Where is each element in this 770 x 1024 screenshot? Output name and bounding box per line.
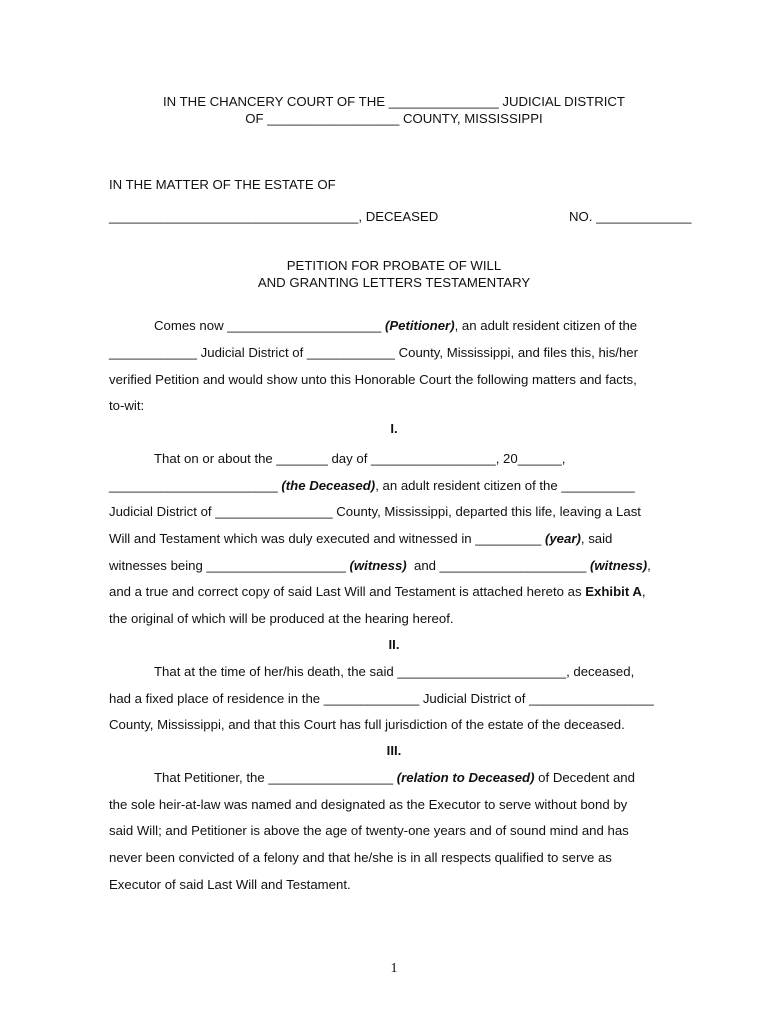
section1-line-4 [109,531,612,546]
section-numeral-2: II. [388,637,400,652]
section3-line-3: said Will; and Petitioner is above the age of twenty-one years and of sound mind and has [109,823,629,838]
section3-line-1 [154,770,635,785]
petitioner-label: (Petitioner) [384,318,455,333]
intro-text: , an adult resident citizen of the [454,318,638,333]
deceased-name-line: __________________________________, DECEASED [109,209,439,224]
section1-text: witnesses being ___________________ [109,558,350,573]
section3-line-4: never been convicted of a felony and that he/she is in all respects qualified to serve as [109,850,612,865]
section-numeral-3: III. [386,743,402,758]
intro-line-2: ____________ Judicial District of ____________ County, Mississippi, and files this, his/her [109,345,639,360]
section2-line-2: had a fixed place of residence in the _____________ Judicial District of _________________ [109,691,654,706]
section1-text: and ____________________ [406,558,591,573]
section1-line-5 [109,558,651,573]
court-caption-line-2: OF __________________ COUNTY, MISSISSIPPI [245,111,543,126]
section2-line-1: That at the time of her/his death, the said _______________________, deceased, [154,664,635,679]
section1-text: , [647,558,651,573]
section3-line-2: the sole heir-at-law was named and designated as the Executor to serve without bond by [109,797,628,812]
exhibit-a-label: Exhibit A [585,584,642,599]
section1-line-2 [109,478,635,493]
year-label: (year) [544,531,581,546]
section1-line-7: the original of which will be produced at the hearing hereof. [109,611,454,626]
section1-text: and a true and correct copy of said Last Will and Testament is attached hereto as [109,584,586,599]
section1-text: , [641,584,646,599]
intro-line-4: to-wit: [109,398,145,413]
petition-title-line-2: AND GRANTING LETTERS TESTAMENTARY [257,275,531,290]
section1-text: _______________________ [109,478,282,493]
case-number-line: NO. _____________ [569,209,692,224]
intro-text: Comes now _____________________ [154,318,385,333]
section1-text: Will and Testament which was duly executed and witnessed in _________ [109,531,545,546]
section1-line-3: Judicial District of ________________ County, Mississippi, departed this life, leaving a Last [109,504,641,519]
section1-line-1: That on or about the _______ day of _________________, 20______, [154,451,566,466]
witness-label-2: (witness) [590,558,648,573]
section1-text: , an adult resident citizen of the __________ [375,478,635,493]
section-numeral-1: I. [390,421,398,436]
estate-heading: IN THE MATTER OF THE ESTATE OF [109,177,336,192]
relation-label: (relation to Deceased) [396,770,535,785]
page-number: 1 [390,961,398,976]
deceased-label: (the Deceased) [281,478,376,493]
witness-label-1: (witness) [349,558,407,573]
section3-text: That Petitioner, the _________________ [154,770,397,785]
intro-line-3: verified Petition and would show unto this Honorable Court the following matters and facts, [109,372,637,387]
intro-line-1 [154,318,637,333]
petition-title-line-1: PETITION FOR PROBATE OF WILL [286,258,502,273]
section3-text: of Decedent and [534,770,635,785]
section1-text: , said [580,531,613,546]
section2-line-3: County, Mississippi, and that this Court has full jurisdiction of the estate of the deceased. [109,717,625,732]
section3-line-5: Executor of said Last Will and Testament. [109,877,351,892]
court-caption-line-1: IN THE CHANCERY COURT OF THE _______________ JUDICIAL DISTRICT [163,94,625,109]
section1-line-6 [109,584,646,599]
